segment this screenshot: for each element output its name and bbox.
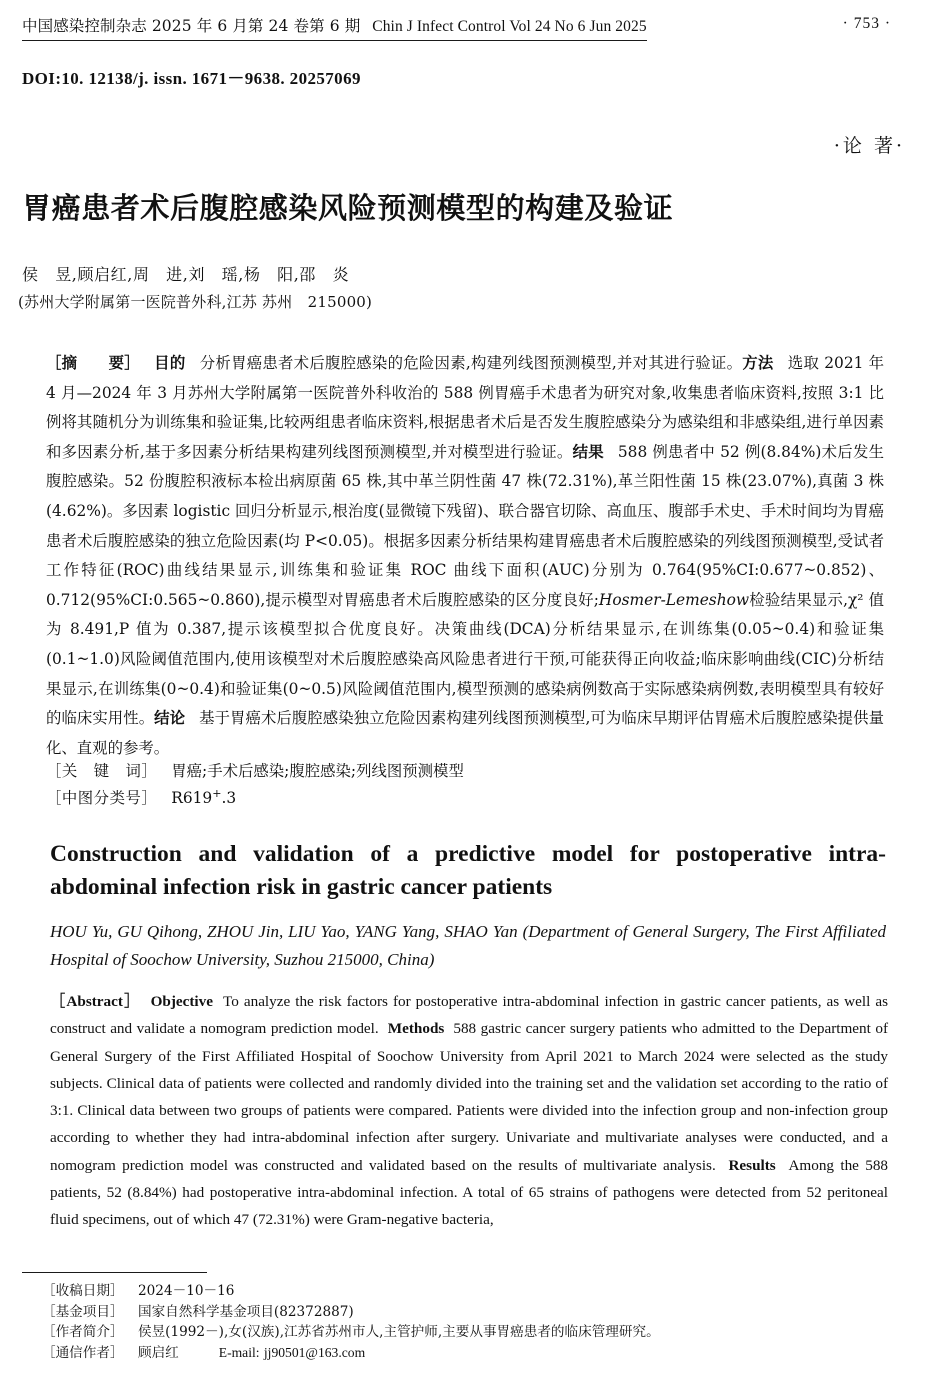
chinese-keywords-value: 胃癌;手术后感染;腹腔感染;列线图预测模型 bbox=[171, 762, 464, 780]
english-objective-label: Objective bbox=[150, 993, 213, 1010]
english-results-label: Results bbox=[728, 1156, 776, 1174]
footnote-received-date-value: 2024－10－16 bbox=[138, 1283, 235, 1299]
running-head-journal-cn: 中国感染控制杂志 2025 年 6 月第 24 卷第 6 期 bbox=[22, 17, 361, 35]
chinese-keywords-label: ［关 键 词］ bbox=[46, 762, 158, 780]
page-number: · 753 · bbox=[842, 15, 891, 32]
footnote-block bbox=[42, 1281, 902, 1363]
chinese-results-text-2: 检验结果显示,χ² 值为 8.491,P 值为 0.387,提示该模型拟合优度良好。决策曲线(DCA)分析结果显示,在训练集(0.05~0.4)和验证集(0.1~1.0)风险阈值范围内,使用该模型对术后腹腔感染高风险患者进行干预,可能获得正向收益;临床影响曲线(CIC)分析结果显示,在训练集(0~0.4)和验证集(0~0.5)风险阈值范围内,模型预测的感染病例数高于实际感染病例数,表明模型具有较好的临床实用性。 bbox=[46, 590, 885, 728]
footnote-corresponding-author-value bbox=[138, 1343, 902, 1364]
corresponding-author-email-label: E-mail: bbox=[218, 1344, 260, 1360]
clc-number-label: ［中图分类号］ bbox=[46, 789, 158, 807]
clc-number-value bbox=[171, 786, 237, 807]
english-abstract-body bbox=[50, 988, 888, 1234]
english-abstract bbox=[50, 988, 888, 1234]
footnote-funding-value: 国家自然科学基金项目(82372887) bbox=[138, 1303, 354, 1320]
doi-line: DOI:10. 12138/j. issn. 1671－9638. 20257069 bbox=[22, 69, 361, 88]
english-methods-text: 588 gastric cancer surgery patients who admitted to the Department of General Surgery of the First Affiliated Hospital of Soochow University from April 2021 to March 2024 were selected as the study subjects. Clinical data of patients were collected and randomly divided into the training set and the validation set according to the ratio of 3:1. Clinical data between two groups of patients were compared. Patients were divided into the infection group and non-infection group according to whether they had intra-abdominal infection after surgery. Univariate and multivariate analyses were conducted, and a nomogram prediction model was constructed and validated based on the results of multivariate analysis. bbox=[50, 1020, 889, 1174]
chinese-abstract-label: ［摘 要］ bbox=[46, 354, 140, 372]
clc-number-superscript: + bbox=[212, 786, 222, 800]
english-authors-affiliation: HOU Yu, GU Qihong, ZHOU Jin, LIU Yao, YANG Yang, SHAO Yan (Department of General Surgery, The First Affiliated Hospital of Soochow University, Suzhou 215000, China) bbox=[50, 922, 886, 970]
chinese-results-text-1: 588 例患者中 52 例(8.84%)术后发生腹腔感染。52 份腹腔积液标本检出病原菌 65 株,其中革兰阴性菌 47 株(72.31%),革兰阳性菌 15 株(23.07%),真菌 3 株(4.62%)。多因素 logistic 回归分析显示,根治度(显微镜下残留)、联合器官切除、高血压、腹部手术史、手术时间均为胃癌患者术后腹腔感染的独立危险因素(均 P<0.05)。根据多因素分析结果构建胃癌患者术后腹腔感染的列线图预测模型,受试者工作特征(ROC)曲线结果显示,训练集和验证集 ROC 曲线下面积(AUC)分别为 0.764(95%CI:0.677~0.852)、0.712(95%CI:0.565~0.860),提示模型对胃癌患者术后腹腔感染的区分度良好; bbox=[46, 442, 884, 609]
chinese-conclusion-text: 基于胃癌术后腹腔感染独立危险因素构建列线图预测模型,可为临床早期评估胃癌术后腹腔感染提供量化、直观的参考。 bbox=[46, 709, 884, 757]
corresponding-author-email: jj90501@163.com bbox=[263, 1344, 366, 1360]
chinese-objective-label: 目的 bbox=[153, 354, 186, 372]
clc-number-tail: .3 bbox=[221, 789, 237, 807]
footnote-author-bio-label: ［作者简介］ bbox=[42, 1324, 124, 1341]
clc-number-row bbox=[46, 786, 896, 808]
footnote-received-date bbox=[42, 1281, 902, 1302]
chinese-abstract-body bbox=[46, 349, 884, 763]
chinese-methods-label: 方法 bbox=[742, 354, 774, 372]
chinese-methods-text: 选取 2021 年 4 月—2024 年 3 月苏州大学附属第一医院普外科收治的 588 例胃癌手术患者为研究对象,收集患者临床资料,按照 3:1 比例将其随机分为训练集和验证集,比较两组患者临床资料,根据患者术后是否发生腹腔感染分为感染组和非感染组,进行单因素和多因素分析,基于多因素分析结果构建列线图预测模型,并对模型进行验证。 bbox=[46, 354, 884, 461]
english-results-text: Among the 588 patients, 52 (8.84%) had postoperative intra-abdominal infection. A total of 65 strains of pathogens were detected from 52 peritoneal fluid specimens, out of which 47 (72.31%) were Gram-negative bacteria, bbox=[50, 1156, 889, 1229]
chinese-title: 胃癌患者术后腹腔感染风险预测模型的构建及验证 bbox=[22, 191, 674, 225]
chinese-objective-text: 分析胃癌患者术后腹腔感染的危险因素,构建列线图预测模型,并对其进行验证。 bbox=[199, 354, 743, 372]
corresponding-author-name: 顾启红 bbox=[138, 1344, 179, 1361]
footnote-corresponding-author bbox=[42, 1343, 902, 1364]
english-abstract-label: ［Abstract］ bbox=[50, 993, 141, 1010]
running-head bbox=[22, 14, 907, 42]
english-objective-text: To analyze the risk factors for postoperative intra-abdominal infection in gastric cancer patients, as well as construct and validate a nomogram prediction model. bbox=[50, 993, 888, 1038]
chinese-keywords-row bbox=[46, 759, 896, 781]
running-head-title bbox=[22, 14, 647, 41]
footnote-received-date-label: ［收稿日期］ bbox=[42, 1283, 124, 1299]
footnote-funding bbox=[42, 1302, 902, 1323]
chinese-authors: 侯 昱,顾启红,周 进,刘 瑶,杨 阳,邵 炎 bbox=[22, 265, 350, 284]
chinese-results-label: 结果 bbox=[572, 442, 604, 461]
footnote-funding-label: ［基金项目］ bbox=[42, 1303, 124, 1320]
footnote-author-bio bbox=[42, 1322, 902, 1343]
english-title: Construction and validation of a predictive model for postoperative intra-abdominal infection risk in gastric cancer patients bbox=[50, 841, 886, 901]
running-head-journal-en: Chin J Infect Control Vol 24 No 6 Jun 2025 bbox=[372, 18, 647, 35]
english-methods-label: Methods bbox=[387, 1020, 445, 1038]
chinese-conclusion-label: 结论 bbox=[154, 709, 186, 728]
footnote-corresponding-author-label: ［通信作者］ bbox=[42, 1344, 124, 1361]
chinese-affiliation: (苏州大学附属第一医院普外科,江苏 苏州 215000) bbox=[18, 293, 373, 311]
chinese-results-italic-term: Hosmer-Lemeshow bbox=[598, 590, 750, 609]
clc-number-base: R619 bbox=[171, 789, 213, 807]
chinese-abstract bbox=[46, 349, 884, 763]
article-category-mark: ·论 著· bbox=[833, 135, 905, 157]
footnote-author-bio-value: 侯昱(1992－),女(汉族),江苏省苏州市人,主管护师,主要从事胃癌患者的临床管理研究。 bbox=[138, 1324, 660, 1341]
footnote-divider bbox=[22, 1272, 207, 1273]
